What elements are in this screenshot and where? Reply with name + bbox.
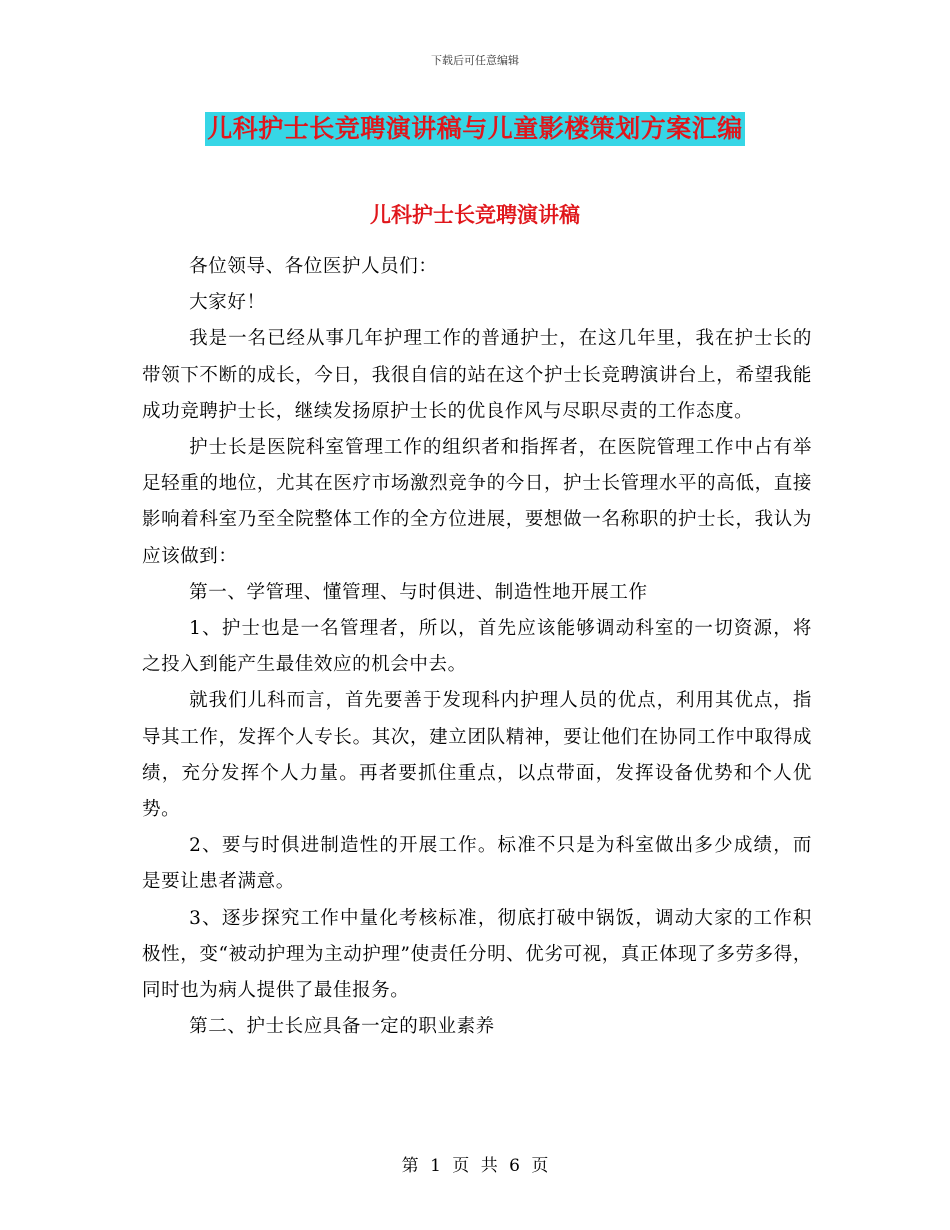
document-title: 儿科护士长竞聘演讲稿与儿童影楼策划方案汇编 [205, 112, 745, 146]
paragraph-role: 护士长是医院科室管理工作的组织者和指挥者，在医院管理工作中占有举足轻重的地位，尤其在医疗市场激烈竞争的今日，护士长管理水平的高低，直接影响着科室乃至全院整体工作的全方位进展，要想做一名称职的护士长，我认为应该做到： [142, 437, 812, 567]
document-body [142, 249, 812, 1045]
paragraph-pediatrics: 就我们儿科而言，首先要善于发现科内护理人员的优点，利用其优点，指导其工作，发挥个人专长。其次，建立团队精神，要让他们在协同工作中取得成绩，充分发挥个人力量。再者要抓住重点，以点带面，发挥设备优势和个人优势。 [142, 690, 812, 821]
paragraph-greeting: 各位领导、各位医护人员们： [189, 256, 438, 277]
paragraph-point-one-heading: 第一、学管理、懂管理、与时俱进、制造性地开展工作 [189, 581, 648, 603]
section-title: 儿科护士长竞聘演讲稿 [370, 202, 580, 227]
document-title-container [0, 112, 950, 146]
paragraph-point-two-heading: 第二、护士长应具备一定的职业素养 [189, 1016, 495, 1038]
paragraph-hello: 大家好！ [189, 292, 266, 314]
paragraph-item-1: 1、护士也是一名管理者，所以，首先应该能够调动科室的一切资源，将之投入到能产生最佳效应的机会中去。 [142, 618, 812, 676]
page-number: 第 1 页 共 6 页 [401, 1156, 549, 1176]
page-header-note: 下载后可任意编辑 [431, 54, 519, 67]
paragraph-item-2: 2、要与时俱进制造性的开展工作。标准不只是为科室做出多少成绩，而是要让患者满意。 [142, 835, 812, 893]
paragraph-item-3: 3、逐步探究工作中量化考核标准，彻底打破中锅饭，调动大家的工作积极性，变“被动护理为主动护理”使责任分明、优劣可视，真正体现了多劳多得，同时也为病人提供了最佳报务。 [142, 907, 812, 1002]
paragraph-intro: 我是一名已经从事几年护理工作的普通护士，在这几年里，我在护士长的带领下不断的成长，今日，我很自信的站在这个护士长竞聘演讲台上，希望我能成功竞聘护士长，继续发扬原护士长的优良作风与尽职尽责的工作态度。 [142, 328, 812, 422]
